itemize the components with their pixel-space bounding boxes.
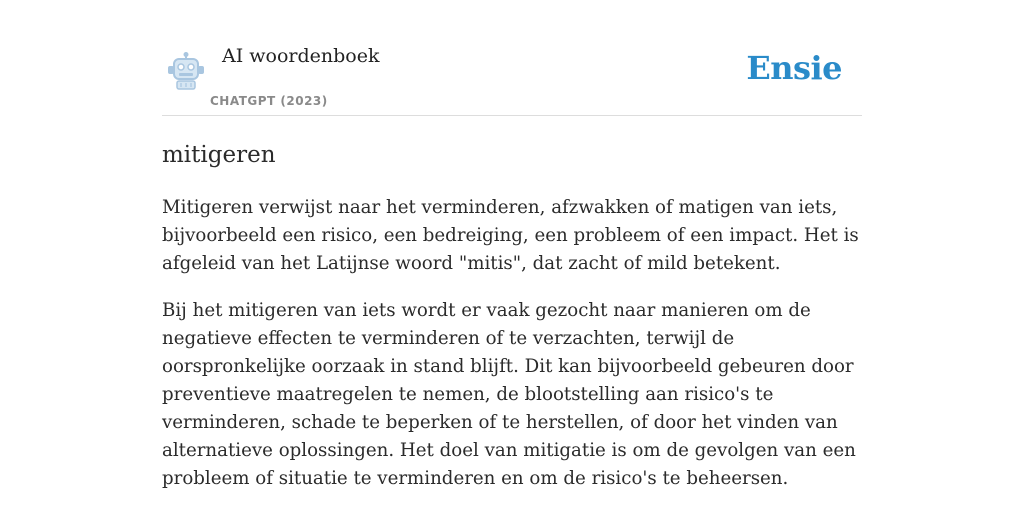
definition-paragraph: Bij het mitigeren van iets wordt er vaak gezocht naar manieren om de negatieve effecten te verminderen of te verzachten, terwijl de oorspronkelijke oorzaak in stand blijft. Dit kan bijvoorbeeld gebeuren door preventieve maatregelen te nemen, de blootstelling aan risico's te verminderen, schade te beperken of te herstellen, of door het vinden van alternatieve oplossingen. Het doel van mitigatie is om de gevolgen van een probleem of situatie te verminderen en om de risico's te beheersen.	[162, 300, 856, 489]
page-container	[162, 0, 862, 493]
brand-logo[interactable]: Ensie	[746, 49, 842, 87]
entry-definition	[162, 194, 862, 493]
robot-icon	[166, 52, 206, 90]
header	[162, 0, 862, 116]
dictionary-source: CHATGPT (2023)	[210, 94, 328, 108]
entry-term: mitigeren	[162, 142, 276, 168]
dictionary-title[interactable]: AI woordenboek	[222, 45, 380, 67]
definition-paragraph: Mitigeren verwijst naar het verminderen, afzwakken of matigen van iets, bijvoorbeeld een risico, een bedreiging, een probleem of een impact. Het is afgeleid van het Latijnse woord "mitis", dat zacht of mild betekent.	[162, 197, 859, 274]
